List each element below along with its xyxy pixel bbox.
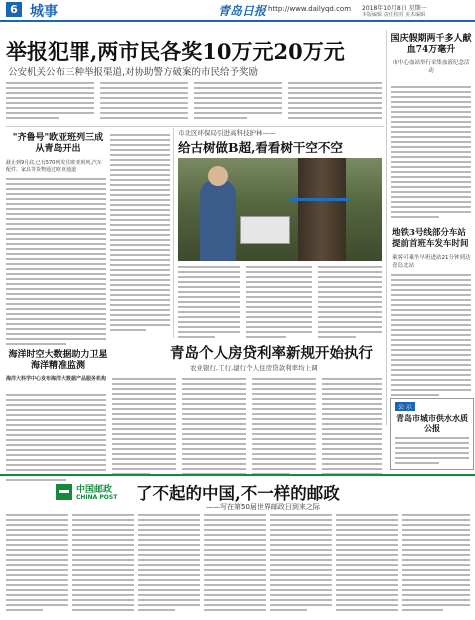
lead-headline: 举报犯罪,两市民各奖10万元20万元: [6, 39, 345, 64]
lead-body-col-2: [100, 82, 188, 122]
lead-body-col-4: [288, 82, 382, 122]
post-body-3: [138, 514, 200, 614]
housing-body-1: [112, 378, 176, 478]
feature-one-headline: [10, 133, 106, 155]
blood-donation-headline: 国庆假期两千多人献血74万毫升: [390, 34, 472, 55]
tree-kicker: 市北区环保局引进高科技护林——: [178, 129, 276, 137]
housing-body-3: [252, 378, 316, 478]
section-title: 城事: [30, 4, 58, 20]
water-quality-body: [395, 437, 469, 467]
post-body-7: [402, 514, 470, 614]
tree-caption: [178, 266, 240, 341]
ocean-headline: [8, 350, 108, 372]
instrument-case: [240, 216, 290, 244]
feature-one-body: [6, 178, 106, 348]
tree-body-1: [246, 266, 312, 341]
ocean-headline-text: 海洋时空大数据助力卫星海洋精准监测: [8, 350, 108, 371]
tree-photo: [178, 158, 382, 261]
water-quality-headline: 青岛市城市供水水质公报: [396, 413, 468, 433]
water-quality-label: 公 示: [395, 402, 415, 411]
page-number: 6: [6, 2, 22, 17]
masthead-date: 2018年10月8日 星期一: [362, 5, 427, 12]
china-post-logo-en: CHINA POST: [76, 494, 118, 501]
ocean-subhead: 海洋大科学中心发布海洋大数据产品服务机构: [6, 376, 107, 382]
post-body-2: [72, 514, 134, 614]
china-post-logo: [56, 482, 126, 504]
lead-body-col-3: [194, 82, 282, 122]
person-figure: [200, 180, 236, 261]
tree-headline: 给古树做B超,看看树干空不空: [178, 140, 343, 155]
post-body-4: [204, 514, 266, 614]
post-body-1: [6, 514, 68, 614]
sensor-strap: [290, 198, 350, 201]
housing-body-2: [182, 378, 246, 478]
housing-subhead: 农业银行,工行,建行个人住房贷款利率均上调: [190, 364, 318, 372]
feature-one-body-2: [110, 134, 170, 334]
lead-body-col-1: [6, 82, 94, 122]
lead-subhead: 公安机关公布三种举报渠道,对协助警方破案的市民给予奖励: [8, 67, 259, 78]
feature-one-headline-text: "齐鲁号"欧亚班列三成从青岛开出: [12, 133, 104, 154]
post-body-6: [336, 514, 398, 614]
post-headline: 了不起的中国,不一样的邮政: [136, 484, 340, 503]
water-quality-box: [390, 398, 474, 470]
china-post-logo-cn: 中国邮政: [76, 485, 113, 495]
blood-donation-subhead: 市中心血站举行采集血液纪念活动: [392, 60, 470, 74]
person-head: [208, 166, 228, 186]
right-body-col-top: [391, 86, 471, 221]
tree-trunk: [298, 158, 346, 261]
masthead-logo: 青岛日报: [218, 4, 267, 18]
housing-headline: 青岛个人房贷利率新规开始执行: [170, 345, 373, 362]
metro-body: [391, 274, 471, 399]
tree-body-2: [318, 266, 382, 341]
china-post-emblem-mark: [59, 490, 69, 493]
masthead-editors: 本版编辑 责任校对 美术编辑: [362, 12, 426, 18]
post-subhead: ——写在第50届世界邮政日到来之际: [206, 503, 320, 511]
feature-one-subhead: 截止到9月底,已有570列发往欧亚班列,汽车配件、家具等货物通过欧亚通道: [6, 160, 102, 173]
metro-headline: 地铁3号线部分车站提前首班车发车时间: [392, 228, 469, 249]
metro-subhead: 乘客可乘坐早班进站21分钟到达青岛北站: [392, 255, 471, 269]
housing-body-4: [322, 378, 382, 478]
right-column: [390, 34, 472, 74]
ocean-body: [6, 394, 106, 484]
masthead-url[interactable]: http://www.dailyqd.com: [268, 5, 352, 13]
post-body-5: [270, 514, 332, 614]
masthead: [0, 0, 475, 22]
